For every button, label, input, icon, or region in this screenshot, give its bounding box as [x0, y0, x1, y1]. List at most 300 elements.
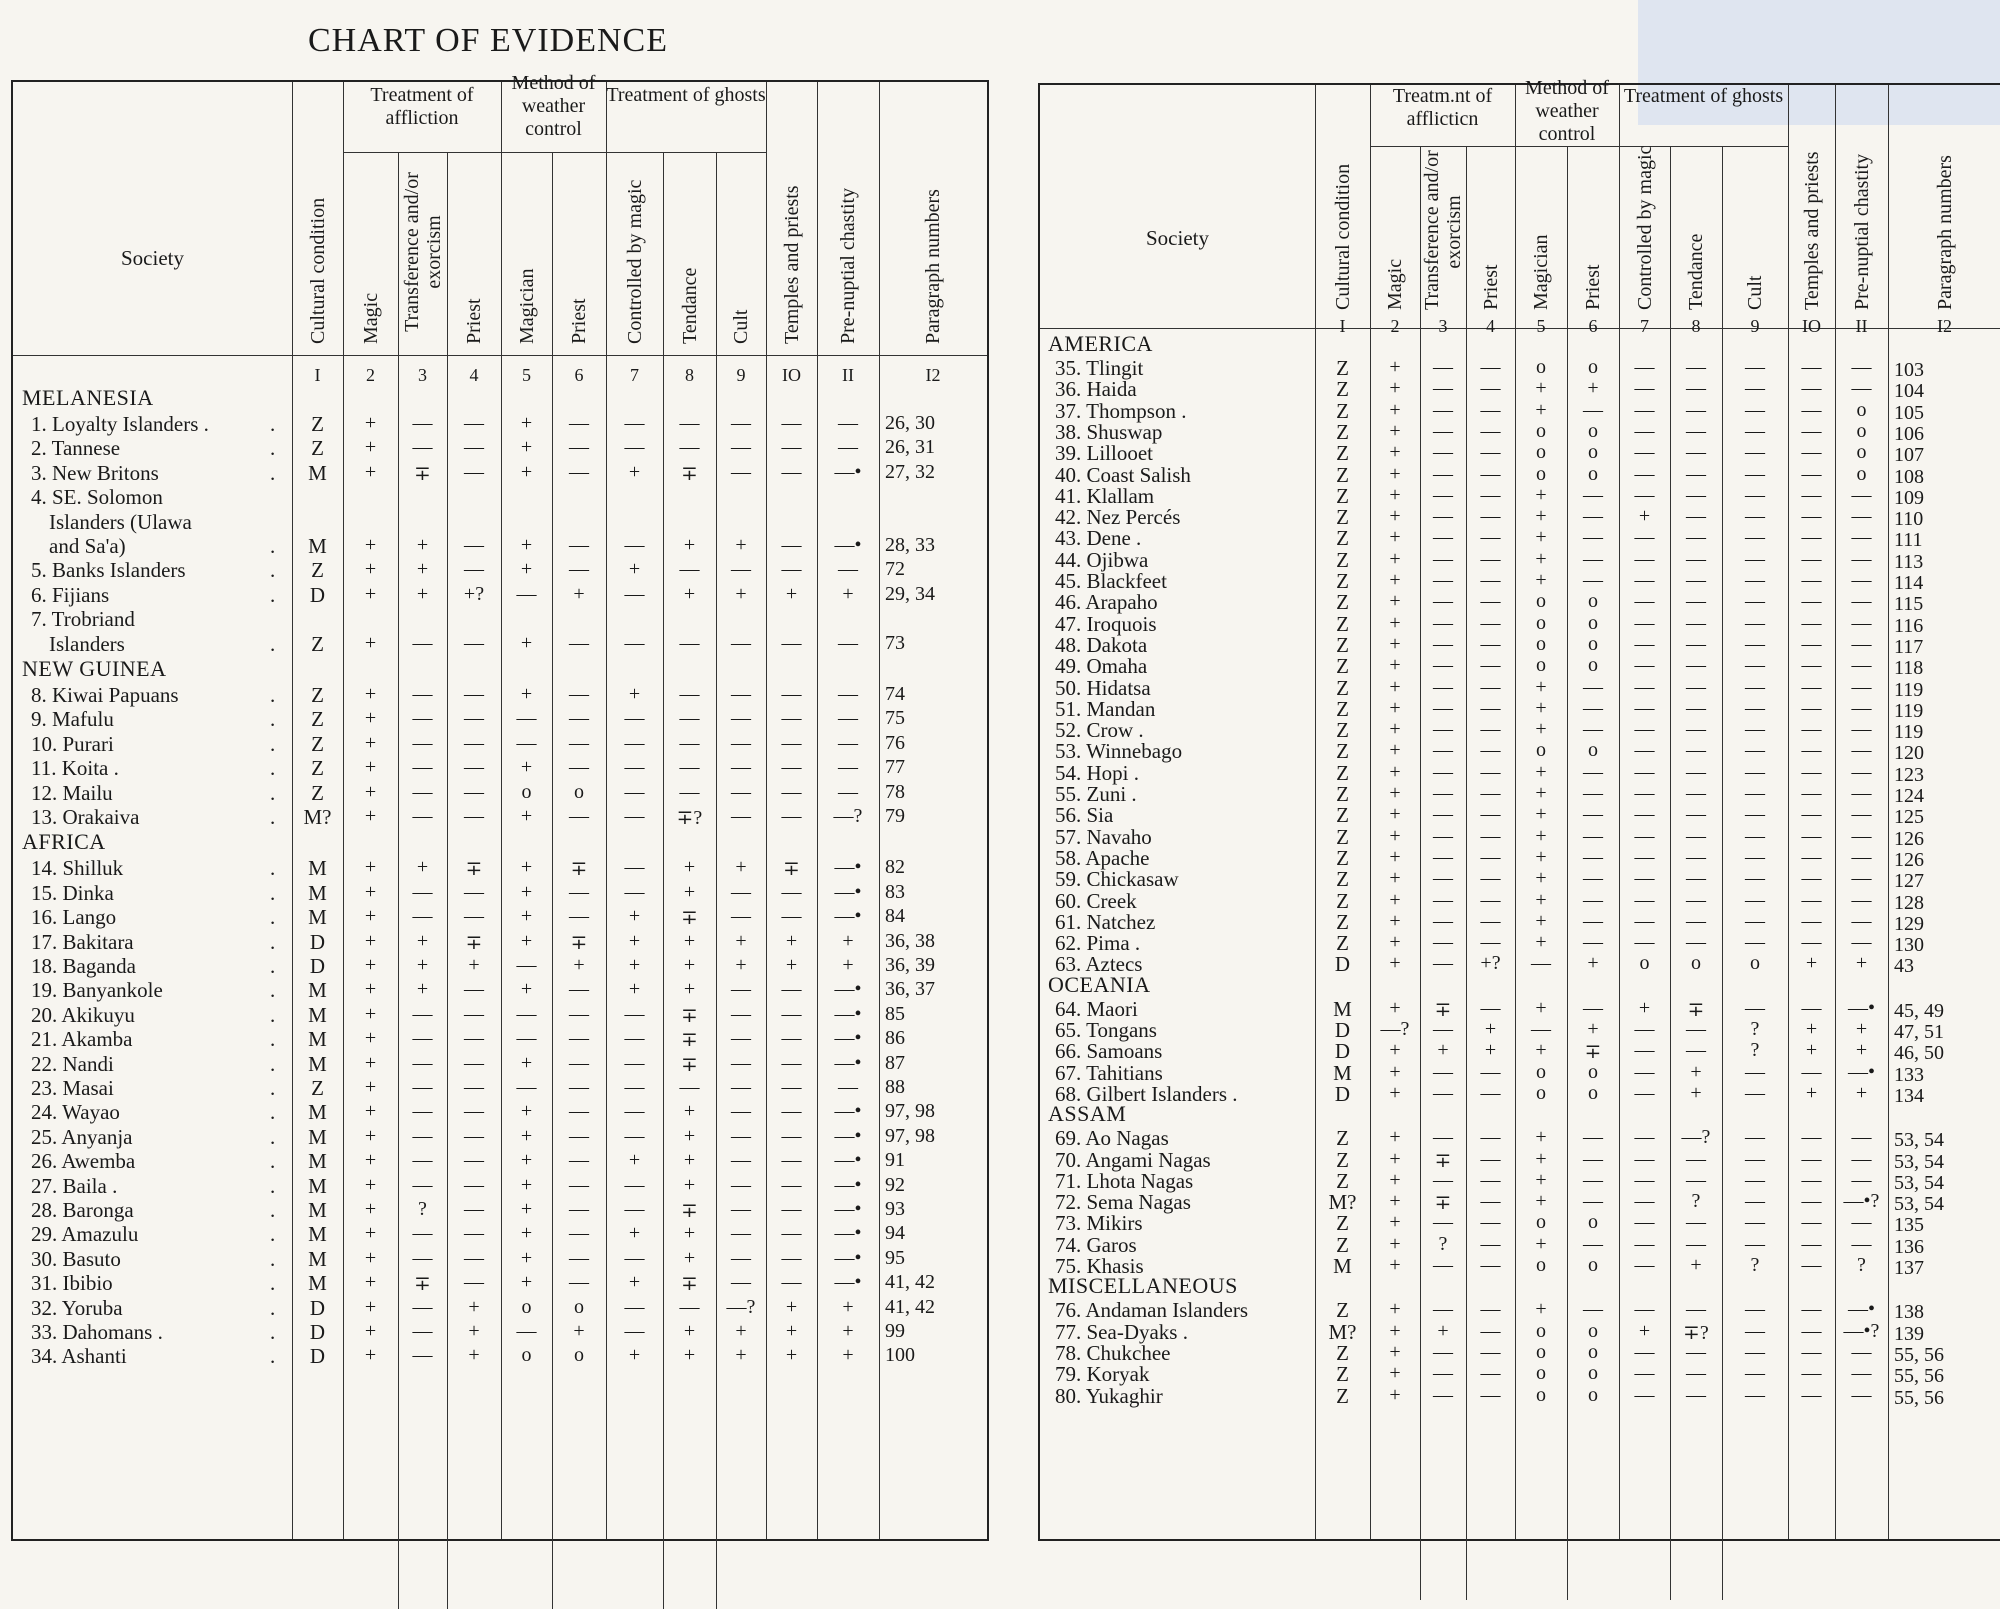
trait-value: + — [364, 805, 377, 827]
cultural-condition-value: M — [308, 460, 327, 485]
trait-value: + — [628, 978, 641, 1001]
trait-value: — — [1433, 718, 1453, 741]
trait-value: — — [1801, 1340, 1822, 1363]
temples-priests-header: Temples and priests — [780, 185, 803, 344]
trait-value: + — [785, 1320, 798, 1342]
trait-value: — — [1634, 760, 1655, 783]
trait-value: — — [838, 731, 858, 754]
trait-value: — — [1745, 632, 1765, 655]
trait-value: — — [1583, 931, 1603, 954]
cultural-condition-value: Z — [1336, 909, 1349, 934]
trait-value: — — [1634, 1340, 1655, 1363]
trait-value: — — [1851, 1126, 1872, 1149]
trait-value: — — [731, 412, 751, 434]
leader-dot: . — [270, 1295, 276, 1320]
society-name: 25. Anyanja — [31, 1124, 133, 1149]
society-name: 4. SE. Solomon — [31, 485, 163, 510]
society-name: 59. Chickasaw — [1055, 867, 1179, 892]
trait-value: — — [1801, 1168, 1822, 1191]
trait-value: o — [1536, 441, 1546, 464]
trait-value: — — [1851, 1340, 1872, 1363]
trait-value: — — [1851, 718, 1872, 741]
society-name: 38. Shuswap — [1055, 419, 1163, 444]
trait-value: + — [1535, 398, 1547, 421]
trait-value: —•? — [1843, 1319, 1880, 1342]
trait-value: — — [1851, 845, 1872, 868]
paragraph-number: 114 — [1894, 572, 1924, 594]
trait-value: o — [1856, 462, 1867, 485]
paragraph-number: 110 — [1894, 508, 1924, 531]
trait-value: + — [1535, 909, 1547, 932]
trait-value: — — [464, 534, 484, 556]
trait-value: + — [1389, 931, 1401, 954]
trait-value: — — [781, 558, 802, 581]
paragraph-number: 106 — [1894, 422, 1924, 445]
priest-weather-header: Priest — [568, 298, 590, 344]
paragraph-number: 43 — [1894, 955, 1914, 978]
trait-value: + — [1535, 782, 1547, 804]
society-name: 62. Pima . — [1055, 931, 1141, 956]
trait-value: + — [520, 929, 533, 952]
trait-value: — — [1686, 1168, 1706, 1191]
controlled-by-magic-header: Controlled by magic — [1633, 145, 1656, 310]
trait-value: + — [842, 582, 854, 605]
trait-value: + — [364, 558, 377, 581]
society-name: 16. Lango — [31, 905, 117, 930]
leader-dot: . — [270, 707, 276, 732]
trait-value: — — [569, 1027, 589, 1050]
trait-value: — — [1686, 632, 1706, 655]
leader-dot: . — [270, 412, 276, 436]
trait-value: — — [1686, 1340, 1706, 1363]
column-number: I2 — [1937, 316, 1952, 336]
trait-value: —• — [834, 1100, 862, 1123]
priest-header: Priest — [1479, 264, 1502, 310]
trait-value: — — [781, 731, 802, 754]
paragraph-number: 77 — [885, 756, 905, 779]
society-name: 49. Omaha — [1055, 654, 1148, 679]
society-name: 15. Dinka — [31, 880, 114, 905]
trait-value: — — [1745, 824, 1765, 847]
trait-value: — — [1634, 803, 1655, 826]
trait-value: — — [1433, 931, 1453, 954]
trait-value: — — [679, 1295, 700, 1318]
trait-value: — — [838, 436, 858, 459]
society-name: 27. Baila . — [31, 1173, 118, 1198]
priest-header: Priest — [463, 298, 485, 344]
trait-value: — — [1686, 462, 1706, 485]
trait-value: — — [412, 1002, 433, 1025]
trait-value: — — [1583, 398, 1603, 421]
trait-value: — — [1851, 1383, 1872, 1406]
trait-value: + — [1690, 1254, 1702, 1276]
trait-value: + — [735, 954, 747, 976]
leader-dot: . — [270, 1173, 276, 1198]
trait-value: — — [1433, 1018, 1453, 1040]
trait-value: — — [1745, 1383, 1765, 1406]
trait-value: — — [838, 780, 858, 803]
cultural-condition-value: Z — [1336, 1362, 1349, 1387]
paragraph-number: 78 — [885, 780, 905, 803]
column-number: I — [314, 365, 321, 385]
trait-value: — — [781, 683, 802, 705]
trait-value: — — [1480, 1254, 1501, 1276]
leader-dot: . — [270, 631, 276, 656]
trait-value: — — [1801, 996, 1822, 1019]
paragraph-number: 55, 56 — [1894, 1343, 1944, 1366]
trait-value: + — [1535, 569, 1547, 591]
trait-value: ? — [1691, 1190, 1701, 1213]
trait-value: — — [1851, 611, 1872, 634]
trait-value: — — [1583, 782, 1603, 804]
trait-value: — — [569, 1076, 589, 1098]
trait-value: — — [731, 1076, 751, 1098]
trait-value: — — [1686, 1147, 1706, 1170]
trait-value: — — [1801, 1126, 1822, 1149]
trait-value: —? — [833, 805, 863, 827]
magic-header: Magic — [359, 292, 382, 344]
trait-value: + — [683, 978, 696, 1001]
trait-value: — — [1745, 696, 1765, 719]
cultural-condition-value: M — [1333, 1060, 1352, 1085]
cultural-condition-header: Cultural condition — [306, 197, 329, 344]
trait-value: — — [1480, 996, 1501, 1019]
trait-value: — — [1851, 356, 1872, 378]
trait-value: ∓ — [1434, 998, 1452, 1021]
trait-value: — — [1634, 1362, 1655, 1385]
trait-value: + — [1805, 1081, 1818, 1104]
trait-value: ∓ — [414, 1273, 431, 1296]
trait-value: — — [412, 805, 433, 827]
trait-value: + — [683, 1320, 696, 1342]
paragraph-number: 76 — [885, 731, 905, 754]
paragraph-number: 36, 38 — [885, 929, 935, 952]
paragraph-number: 113 — [1894, 550, 1924, 573]
trait-value: + — [683, 1124, 696, 1147]
trait-value: — — [1634, 675, 1655, 698]
trait-value: — — [1634, 569, 1655, 591]
trait-value: — — [624, 412, 645, 434]
society-name: 72. Sema Nagas — [1055, 1190, 1191, 1215]
paragraph-number: 87 — [885, 1051, 905, 1074]
trait-value: — — [1686, 526, 1706, 549]
society-header: Society — [121, 246, 184, 270]
trait-value: + — [1389, 675, 1401, 698]
trait-value: — — [731, 1246, 751, 1269]
trait-value: — — [464, 707, 484, 730]
trait-value: + — [364, 1246, 377, 1269]
leader-dot: . — [270, 1027, 276, 1052]
cultural-condition-value: Z — [311, 756, 324, 781]
trait-value: + — [1389, 1039, 1401, 1062]
trait-value: + — [1389, 1383, 1401, 1406]
trait-value: — — [624, 707, 645, 730]
trait-value: + — [628, 954, 641, 976]
trait-value: — — [464, 460, 484, 483]
leader-dot: . — [270, 731, 276, 756]
trait-value: + — [364, 929, 377, 952]
trait-value: — — [1480, 1081, 1501, 1104]
trait-value: — — [781, 1173, 802, 1196]
trait-value: — — [569, 731, 589, 754]
trait-value: ∓ — [681, 1200, 698, 1222]
trait-value: — — [412, 1173, 433, 1196]
trait-value: + — [520, 805, 533, 827]
trait-value: — — [1531, 1018, 1551, 1040]
group-divider — [1370, 146, 1515, 147]
paragraph-number: 46, 50 — [1894, 1042, 1944, 1065]
cultural-condition-value: Z — [1336, 462, 1349, 487]
trait-value: — — [731, 905, 751, 928]
trait-value: o — [1588, 356, 1598, 378]
trait-value: — — [1686, 441, 1706, 464]
trait-value: — — [1745, 1211, 1765, 1234]
trait-value: — — [1745, 1232, 1765, 1255]
trait-value: + — [364, 1149, 377, 1172]
trait-value: — — [1686, 654, 1706, 677]
trait-value: o — [1691, 952, 1701, 975]
trait-value: — — [1686, 377, 1706, 400]
paragraph-number: 94 — [885, 1222, 905, 1245]
trait-value: — — [1686, 867, 1706, 890]
trait-value: — — [1634, 462, 1655, 485]
leader-dot: . — [270, 1198, 276, 1222]
society-name: 67. Tahitians — [1055, 1060, 1163, 1085]
trait-value: —• — [834, 905, 862, 928]
trait-value: — — [1801, 462, 1822, 485]
paragraph-number: 79 — [885, 805, 905, 827]
trait-value: + — [1484, 1039, 1497, 1062]
column-number: 9 — [736, 365, 746, 385]
cult-header: Cult — [1744, 275, 1766, 310]
society-name: 68. Gilbert Islanders . — [1055, 1081, 1238, 1106]
trait-value: + — [1389, 1319, 1401, 1342]
trait-value: — — [1583, 547, 1603, 570]
trait-value: + — [364, 978, 377, 1001]
paragraph-number: 129 — [1894, 912, 1924, 935]
cultural-condition-value: D — [1334, 1039, 1351, 1064]
trait-value: — — [1686, 398, 1706, 421]
trait-value: ∓ — [783, 858, 800, 881]
trait-value: + — [1389, 419, 1401, 442]
trait-value: — — [1433, 845, 1453, 868]
trait-value: + — [1389, 377, 1401, 400]
paragraph-number: 120 — [1894, 742, 1924, 765]
society-name: 66. Samoans — [1055, 1039, 1163, 1064]
trait-value: o — [1536, 356, 1546, 378]
trait-value: — — [1634, 441, 1655, 464]
trait-value: o — [1588, 462, 1598, 485]
trait-value: — — [1745, 483, 1765, 506]
magic-header: Magic — [1384, 258, 1406, 310]
society-name: 31. Ibibio — [31, 1271, 113, 1296]
group-weather-header: Method of weather control — [511, 72, 596, 140]
trait-value: — — [1686, 760, 1706, 783]
cultural-condition-value: Z — [1336, 782, 1349, 806]
trait-value: — — [1583, 1126, 1603, 1149]
trait-value: — — [731, 731, 751, 754]
trait-value: — — [1851, 483, 1872, 506]
trait-value: — — [1480, 1147, 1501, 1170]
cultural-condition-value: M — [308, 1222, 327, 1247]
paragraph-number: 138 — [1894, 1301, 1924, 1324]
pre-nuptial-chastity-header: Pre-nuptial chastity — [1850, 153, 1873, 310]
trait-value: + — [1535, 1232, 1547, 1255]
column-number: I — [1339, 316, 1346, 336]
trait-value: — — [412, 1320, 433, 1342]
cultural-condition-value: D — [1334, 1018, 1351, 1042]
trait-value: — — [731, 1051, 751, 1074]
society-name: Islanders — [49, 631, 125, 656]
trait-value: — — [1634, 1298, 1655, 1321]
trait-value: + — [1389, 1147, 1401, 1170]
society-name: 64. Maori — [1055, 996, 1138, 1021]
trait-value: — — [731, 1027, 751, 1050]
society-name: 58. Apache — [1055, 845, 1150, 870]
paragraph-number: 123 — [1894, 763, 1924, 786]
trait-value: + — [735, 534, 747, 556]
trait-value: — — [1433, 398, 1453, 421]
society-name: 20. Akikuyu — [31, 1002, 135, 1027]
trait-value: o — [1536, 1060, 1546, 1083]
group-ghosts-header: Treatment of ghosts — [606, 84, 766, 106]
trait-value: — — [838, 412, 858, 434]
society-name: 77. Sea-Dyaks . — [1055, 1319, 1188, 1344]
trait-value: — — [569, 978, 589, 1001]
trait-value: — — [1480, 909, 1501, 932]
trait-value: — — [1583, 845, 1603, 868]
trait-value: — — [464, 1002, 484, 1025]
trait-value: —• — [1847, 1298, 1875, 1321]
trait-value: — — [1433, 654, 1453, 677]
trait-value: — — [1801, 569, 1822, 591]
cultural-condition-value: M — [308, 1149, 327, 1174]
trait-value: + — [1535, 547, 1547, 570]
trait-value: — — [1480, 377, 1501, 400]
trait-value: + — [1855, 1081, 1868, 1104]
trait-value: + — [1389, 1211, 1401, 1234]
trait-value: + — [1389, 1340, 1401, 1363]
trait-value: — — [1801, 483, 1822, 506]
cultural-condition-value: M — [308, 856, 327, 881]
trait-value: — — [731, 978, 751, 1001]
trait-value: + — [1535, 1147, 1547, 1170]
pre-nuptial-chastity-header: Pre-nuptial chastity — [837, 187, 859, 344]
trait-value: — — [1851, 526, 1872, 549]
trait-value: — — [569, 1222, 589, 1245]
trait-value: — — [1745, 526, 1765, 549]
trait-value: — — [1433, 462, 1453, 485]
trait-value: — — [1480, 356, 1501, 378]
society-name: 61. Natchez — [1055, 909, 1156, 934]
trait-value: — — [781, 1076, 802, 1098]
trait-value: — — [569, 1246, 589, 1269]
trait-value: — — [1801, 845, 1822, 868]
magician-header: Magician — [1530, 234, 1552, 310]
trait-value: + — [628, 460, 641, 483]
trait-value: + — [1690, 1060, 1702, 1083]
trait-value: — — [781, 1027, 802, 1050]
society-name: 21. Akamba — [31, 1027, 133, 1052]
region-heading: MISCELLANEOUS — [1048, 1273, 1238, 1299]
paragraph-number: 119 — [1894, 699, 1924, 722]
paragraph-number: 29, 34 — [885, 582, 935, 605]
paragraph-number: 126 — [1894, 848, 1924, 871]
trait-value: — — [1851, 739, 1872, 762]
trait-value: + — [785, 582, 798, 605]
trait-value: o — [1536, 590, 1546, 613]
trait-value: + — [628, 905, 641, 928]
trait-value: — — [1634, 1211, 1655, 1234]
trait-value: —• — [834, 1222, 862, 1245]
society-name: 7. Trobriand — [31, 607, 135, 632]
trait-value: — — [781, 707, 802, 730]
cultural-condition-value: Z — [1336, 718, 1349, 743]
trait-value: o — [1856, 441, 1867, 464]
trait-value: — — [1801, 1211, 1822, 1234]
column-divider — [1888, 85, 1889, 1539]
trait-value: + — [1535, 1168, 1547, 1191]
trait-value: — — [1851, 377, 1872, 400]
society-name: 46. Arapaho — [1055, 590, 1158, 615]
trait-value: + — [1535, 696, 1547, 719]
trait-value: — — [1583, 1298, 1603, 1321]
cultural-condition-value: Z — [1336, 441, 1349, 466]
paragraph-number: 103 — [1894, 359, 1924, 381]
region-heading: NEW GUINEA — [22, 656, 167, 681]
leader-dot: . — [270, 1051, 276, 1076]
trait-value: + — [364, 954, 377, 976]
group-ghosts-header: Treatment of ghosts — [1623, 85, 1784, 107]
trait-value: — — [1480, 611, 1501, 634]
trait-value: — — [1686, 611, 1706, 634]
trait-value: +? — [463, 582, 485, 605]
trait-value: — — [1801, 1383, 1822, 1406]
trait-value: — — [1801, 824, 1822, 847]
cultural-condition-value: Z — [1336, 1126, 1349, 1151]
group-divider — [501, 152, 606, 153]
trait-value: + — [1587, 1018, 1599, 1040]
trait-value: + — [1389, 824, 1401, 847]
trait-value: — — [1634, 356, 1655, 378]
group-divider — [343, 152, 501, 153]
trait-value: — — [731, 707, 751, 730]
cultural-condition-value: M — [308, 905, 327, 930]
trait-value: — — [1433, 1298, 1453, 1321]
trait-value: + — [683, 1100, 696, 1123]
society-name: 40. Coast Salish — [1055, 462, 1191, 487]
cultural-condition-value: Z — [1336, 569, 1349, 593]
society-name: and Sa'a) — [49, 534, 126, 558]
trait-value: + — [1389, 590, 1401, 613]
trait-value: — — [1686, 824, 1706, 847]
cultural-condition-value: M — [308, 1246, 327, 1271]
column-number: 2 — [366, 365, 375, 385]
cultural-condition-value: Z — [1336, 696, 1349, 721]
paragraph-number: 26, 30 — [885, 412, 935, 434]
trait-value: — — [1745, 718, 1765, 741]
trait-value: — — [1801, 654, 1822, 677]
trait-value: + — [1855, 952, 1868, 975]
trait-value: — — [731, 436, 751, 459]
society-name: 48. Dakota — [1055, 632, 1148, 657]
cultural-condition-value: Z — [311, 683, 324, 707]
cultural-condition-value: D — [1334, 1081, 1351, 1106]
trait-value: + — [1535, 760, 1547, 783]
cultural-condition-value: Z — [1336, 1383, 1349, 1408]
trait-value: — — [1686, 1018, 1706, 1040]
trait-value: + — [1437, 1039, 1449, 1062]
